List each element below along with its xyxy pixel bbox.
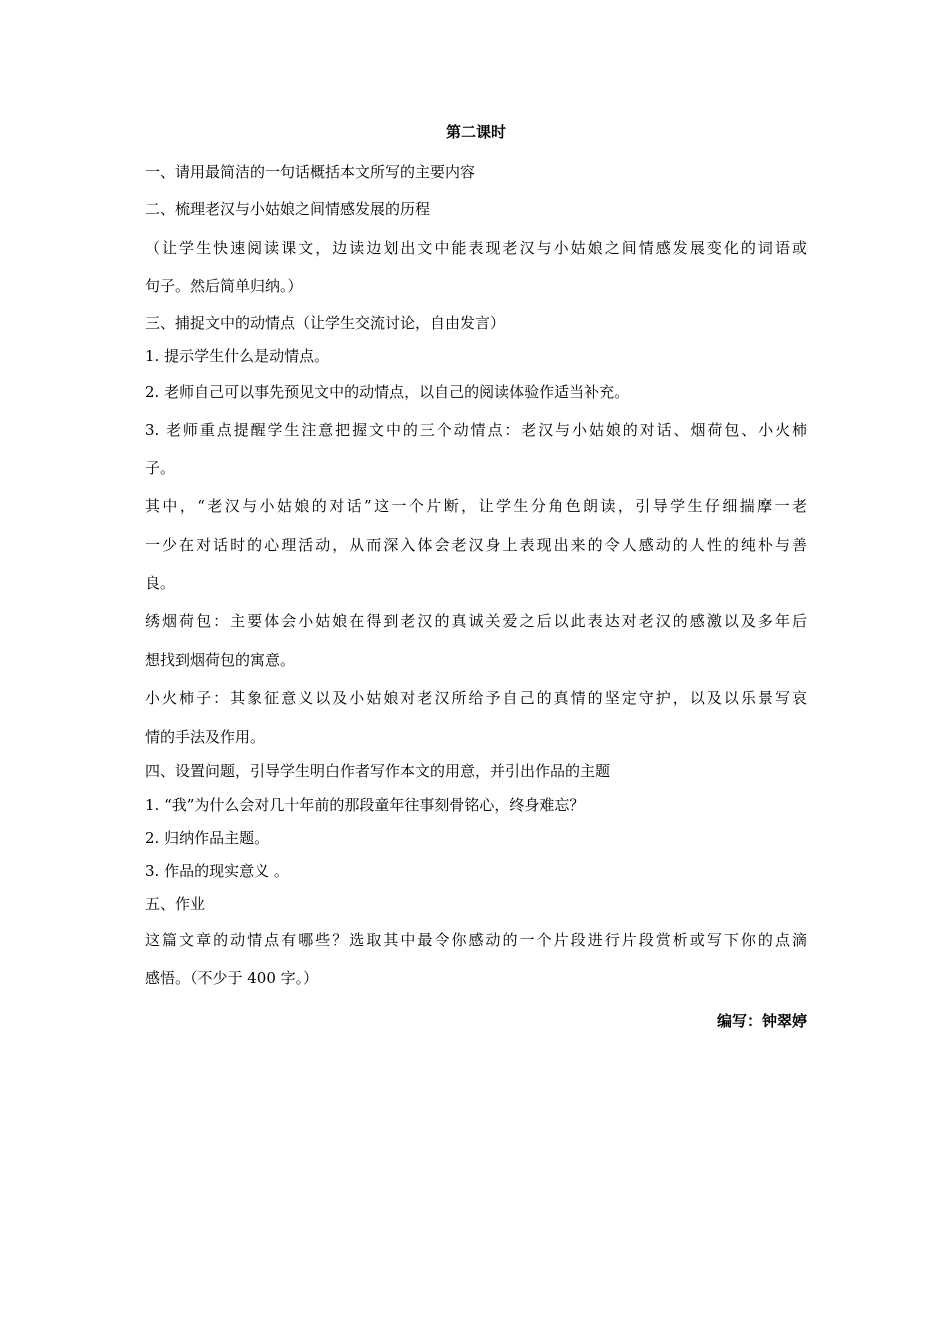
author-signature: 编写：钟翠婷: [716, 1012, 807, 1030]
text-line: 子。: [145, 459, 176, 477]
text-line: 一、请用最简洁的一句话概括本文所写的主要内容: [145, 163, 476, 181]
text-line: 2. 老师自己可以事先预见文中的动情点，以自己的阅读体验作适当补充。: [145, 383, 630, 401]
text-line: 3. 老师重点提醒学生注意把握文中的三个动情点：老汉与小姑娘的对话、烟荷包、小火柿: [145, 421, 807, 439]
text-line: 情的手法及作用。: [145, 728, 266, 746]
lesson-title: 第二课时: [445, 123, 506, 141]
text-line: 五、作业: [145, 895, 206, 913]
text-line: 1. “我”为什么会对几十年前的那段童年往事刻骨铭心，终身难忘？: [145, 796, 585, 814]
text-line: （让学生快速阅读课文，边读边划出文中能表现老汉与小姑娘之间情感发展变化的词语或: [145, 239, 807, 257]
text-line: 四、设置问题，引导学生明白作者写作本文的用意，并引出作品的主题: [145, 762, 611, 780]
text-line: 绣烟荷包：主要体会小姑娘在得到老汉的真诚关爱之后以此表达对老汉的感激以及多年后: [145, 612, 807, 630]
text-line: 感悟。（不少于 400 字。）: [145, 969, 319, 987]
text-line: 二、梳理老汉与小姑娘之间情感发展的历程: [145, 200, 431, 218]
text-line: 想找到烟荷包的寓意。: [145, 651, 296, 669]
text-line: 2. 归纳作品主题。: [145, 829, 270, 847]
text-line: 1. 提示学生什么是动情点。: [145, 347, 330, 365]
text-line: 句子。然后简单归纳。）: [145, 277, 303, 295]
document-page: [145, 118, 807, 1030]
text-line: 良。: [145, 574, 176, 592]
text-line: 3. 作品的现实意义 。: [145, 862, 289, 880]
text-line: 小火柿子：其象征意义以及小姑娘对老汉所给予自己的真情的坚定守护，以及以乐景写哀: [145, 689, 807, 707]
text-line: 三、捕捉文中的动情点（让学生交流讨论，自由发言）: [145, 314, 506, 332]
text-line: 一少在对话时的心理活动，从而深入体会老汉身上表现出来的令人感动的人性的纯朴与善: [145, 536, 807, 554]
text-line: 这篇文章的动情点有哪些？选取其中最令你感动的一个片段进行片段赏析或写下你的点滴: [145, 931, 807, 949]
text-line: 其中，“老汉与小姑娘的对话”这一个片断，让学生分角色朗读，引导学生仔细揣摩一老: [145, 497, 807, 515]
